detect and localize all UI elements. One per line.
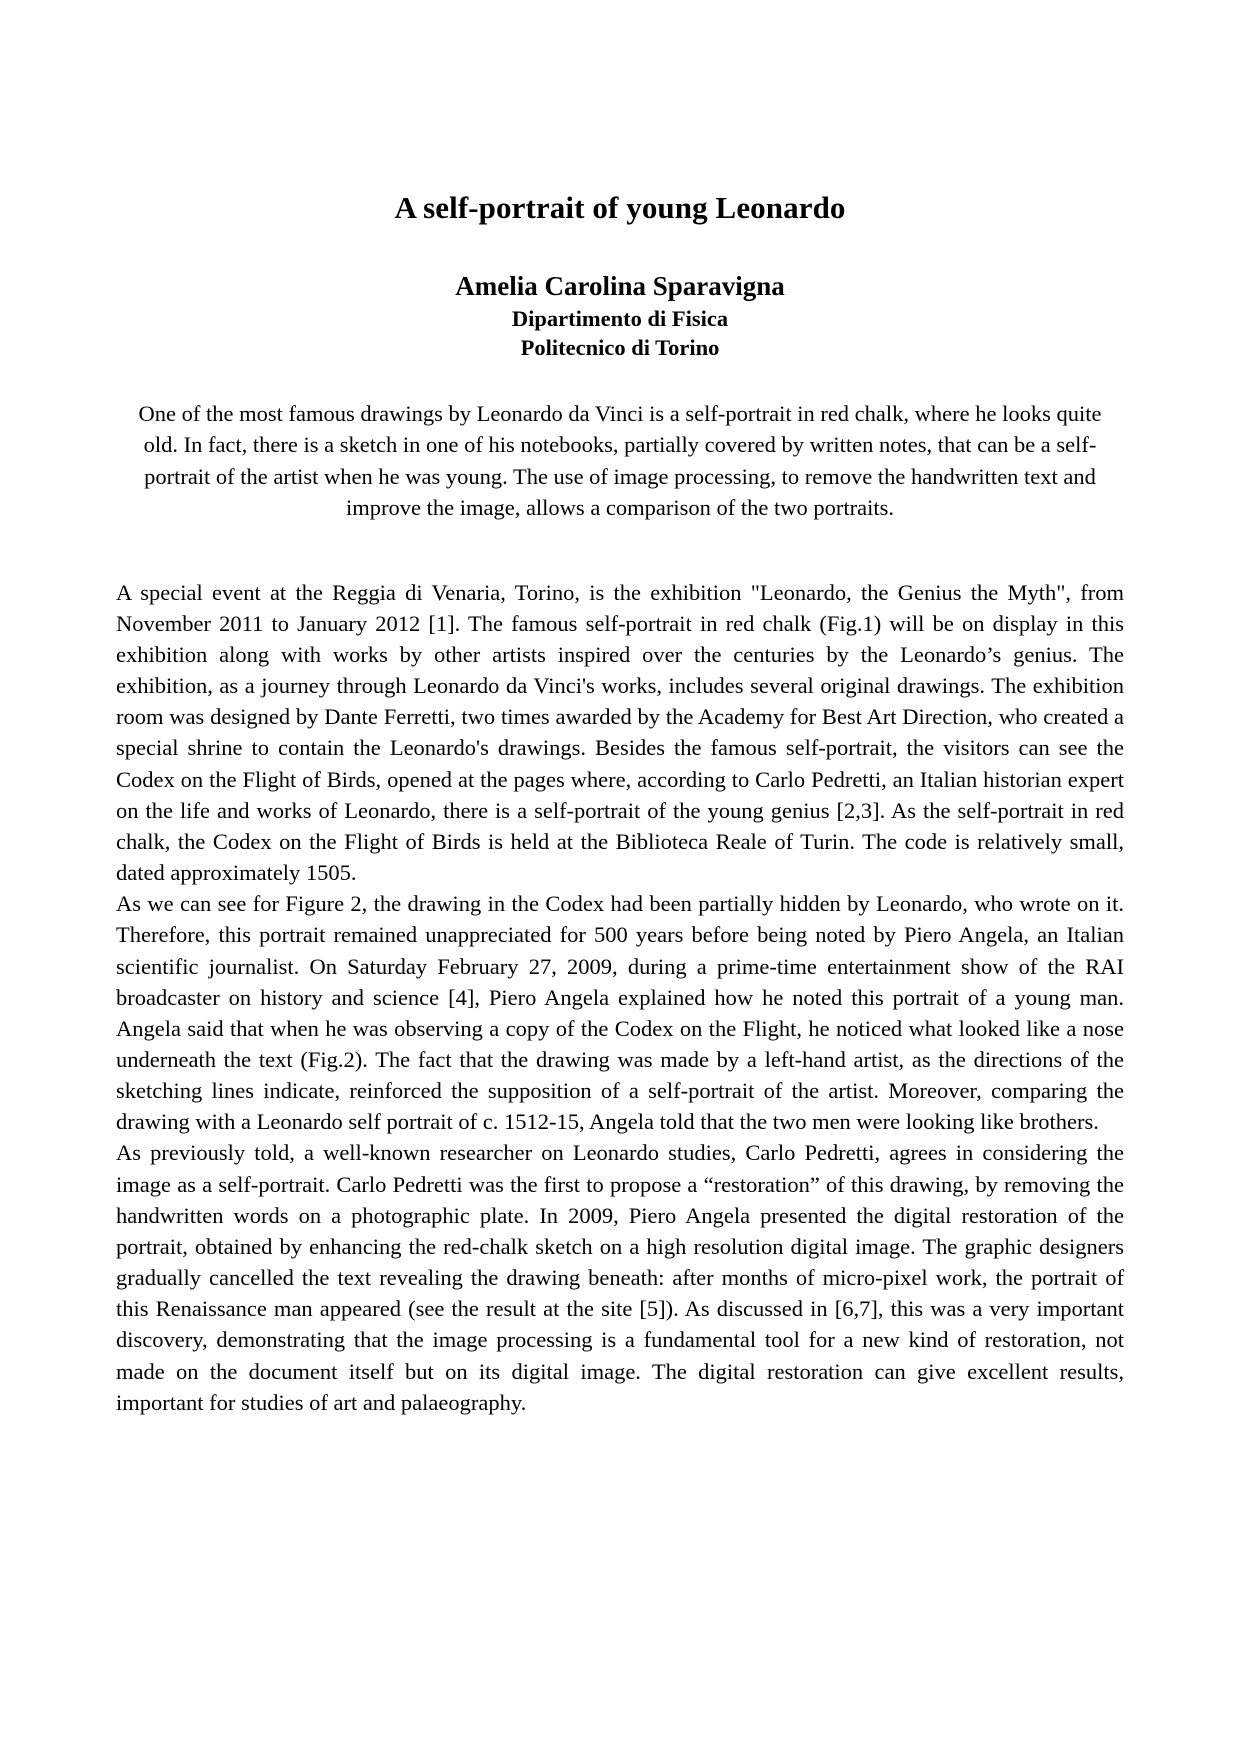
page-title: A self-portrait of young Leonardo <box>394 190 846 225</box>
abstract-text: One of the most famous drawings by Leonardo da Vinci is a self-portrait in red chalk, where he looks quite old. In fact, there is a sketch in one of his notebooks, partially covered by written notes, that can be a self-portrait of the artist when he was young. The use of image processing, to remove the handwritten text and improve the image, allows a comparison of the two portraits. <box>138 401 1102 520</box>
author-institution: Politecnico di Torino <box>520 335 720 361</box>
author-name: Amelia Carolina Sparavigna <box>455 271 785 302</box>
body-text <box>116 577 1124 1418</box>
author-department: Dipartimento di Fisica <box>511 305 729 331</box>
author-block <box>116 270 1124 362</box>
body-paragraph: A special event at the Reggia di Venaria, Torino, is the exhibition "Leonardo, the Genius the Myth", from November 2011 to January 2012 [1]. The famous self-portrait in red chalk (Fig.1) will be on display in this exhibition along with works by other artists inspired over the centuries by the Leonardo’s genius. The exhibition, as a journey through Leonardo da Vinci's works, includes several original drawings. The exhibition room was designed by Dante Ferretti, two times awarded by the Academy for Best Art Direction, who created a special shrine to contain the Leonardo's drawings. Besides the famous self-portrait, the visitors can see the Codex on the Flight of Birds, opened at the pages where, according to Carlo Pedretti, an Italian historian expert on the life and works of Leonardo, there is a self-portrait of the young genius [2,3]. As the self-portrait in red chalk, the Codex on the Flight of Birds is held at the Biblioteca Reale of Turin. The code is relatively small, dated approximately 1505. <box>116 579 1124 886</box>
body-paragraph: As previously told, a well-known researcher on Leonardo studies, Carlo Pedretti, agrees in considering the image as a self-portrait. Carlo Pedretti was the first to propose a “restoration” of this drawing, by removing the handwritten words on a photographic plate. In 2009, Piero Angela presented the digital restoration of the portrait, obtained by enhancing the red-chalk sketch on a high resolution digital image. The graphic designers gradually cancelled the text revealing the drawing beneath: after months of micro-pixel work, the portrait of this Renaissance man appeared (see the result at the site [5]). As discussed in [6,7], this was a very important discovery, demonstrating that the image processing is a fundamental tool for a new kind of restoration, not made on the document itself but on its digital image. The digital restoration can give excellent results, important for studies of art and palaeography. <box>116 1140 1124 1415</box>
body-paragraph: As we can see for Figure 2, the drawing in the Codex had been partially hidden by Leonardo, who wrote on it. Therefore, this portrait remained unappreciated for 500 years before being noted by Piero Angela, an Italian scientific journalist. On Saturday February 27, 2009, during a prime-time entertainment show of the RAI broadcaster on history and science [4], Piero Angela explained how he noted this portrait of a young man. Angela said that when he was observing a copy of the Codex on the Flight, he noticed what looked like a nose underneath the text (Fig.2). The fact that the drawing was made by a left-hand artist, as the directions of the sketching lines indicate, reinforced the supposition of a self-portrait of the artist. Moreover, comparing the drawing with a Leonardo self portrait of c. 1512-15, Angela told that the two men were looking like brothers. <box>116 891 1124 1135</box>
page-content <box>116 0 1124 1418</box>
